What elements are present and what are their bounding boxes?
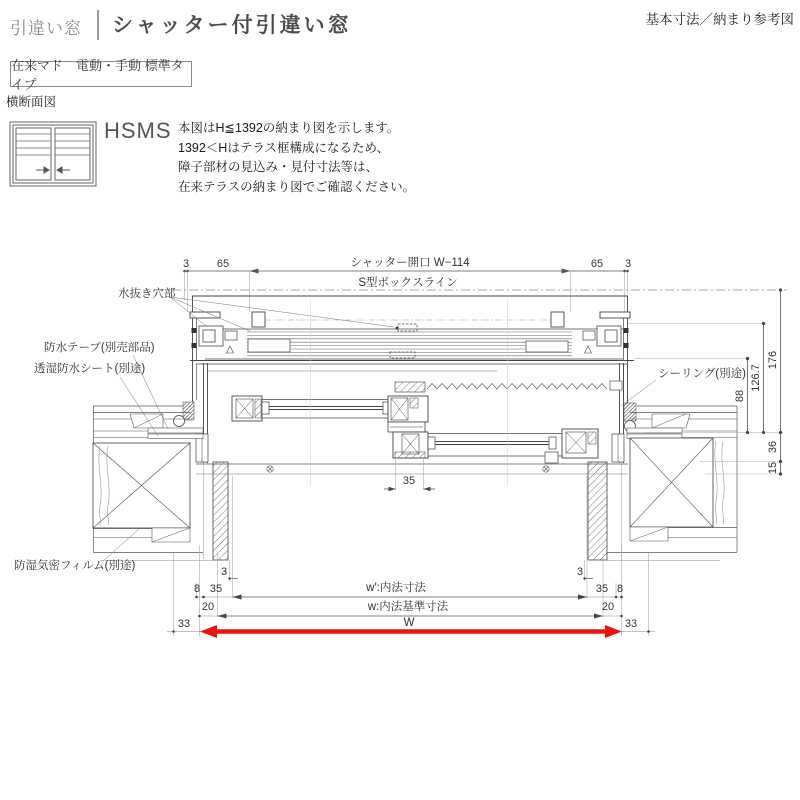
casing-left xyxy=(213,462,228,560)
corner-note: 基本寸法／納まり参考図 xyxy=(645,12,794,27)
dim-15: 15 xyxy=(767,461,779,475)
product-code: HSMS xyxy=(104,118,172,143)
note-line: 本図はH≦1392の納まり図を示します。 xyxy=(178,121,400,135)
sealing-left xyxy=(183,402,194,420)
note-line: 障子部材の見込み・見付寸法等は、 xyxy=(178,160,379,174)
window-category: 引違い窓 xyxy=(10,19,82,38)
note-line: 1392＜Hはテラス框構成になるため、 xyxy=(178,140,389,155)
dim-bottom-right-35: 35 xyxy=(595,583,609,595)
dim-bottom-left-33: 33 xyxy=(177,618,191,630)
shutter-opening-label: シャッター開口 W−114 xyxy=(350,257,470,269)
waterproof-tape-label: 防水テープ(別売部品) xyxy=(44,342,155,354)
outer-sash xyxy=(232,396,428,432)
box-line-label: S型ボックスライン xyxy=(358,277,458,289)
dim-center-35: 35 xyxy=(402,475,416,487)
dim-top-left-65: 65 xyxy=(216,258,230,270)
w-base-label: w:内法基準寸法 xyxy=(367,601,449,613)
backer-rod-left xyxy=(174,416,185,427)
screw-mark xyxy=(267,466,549,472)
section-label: 横断面図 xyxy=(6,95,57,109)
dim-top-right-65: 65 xyxy=(590,258,604,270)
sill-lines xyxy=(196,464,628,474)
inner-sash xyxy=(393,429,598,463)
dim-bottom-left-3: 3 xyxy=(220,566,228,578)
moisture-film-label: 防湿気密フィルム(別途) xyxy=(14,560,136,572)
insect-screen xyxy=(395,381,622,392)
drain-hole-label: 水抜き穴部 xyxy=(118,288,176,300)
dim-bottom-right-8: 8 xyxy=(616,583,624,595)
casing-right xyxy=(588,462,607,560)
dim-bottom-right-3: 3 xyxy=(576,566,584,578)
dim-88: 88 xyxy=(734,389,746,403)
w-total-label: W xyxy=(403,617,415,629)
dim-bottom-left-8: 8 xyxy=(193,583,201,595)
film-leader xyxy=(103,528,140,561)
wall-left xyxy=(93,406,213,561)
type-box: 在来マド 電動・手動 標準タイプ xyxy=(10,61,192,87)
dim-36: 36 xyxy=(767,440,779,454)
shutter-box xyxy=(190,296,634,364)
dim-top-left-3: 3 xyxy=(182,258,190,270)
bottom-dimensions xyxy=(167,476,655,638)
dim-top-right-3: 3 xyxy=(624,258,632,270)
dim-bottom-right-20: 20 xyxy=(601,601,615,613)
w-inner-label: w′:内法寸法 xyxy=(366,582,426,594)
dim-176: 176 xyxy=(767,350,779,370)
shutter-slats xyxy=(247,332,572,356)
page-title: シャッター付引違い窓 xyxy=(112,14,352,37)
dim-bottom-left-35: 35 xyxy=(209,583,223,595)
dim-bottom-left-20: 20 xyxy=(201,601,215,613)
sealing-right xyxy=(624,403,636,421)
dim-bottom-right-33: 33 xyxy=(624,618,638,630)
sealing-label: シーリング(別途) xyxy=(658,368,746,380)
breathable-sheet-label: 透湿防水シート(別途) xyxy=(34,363,146,375)
note-line: 在来テラスの納まり図でご確認ください。 xyxy=(178,179,416,194)
sealing-leader xyxy=(621,380,656,406)
dim-126-7: 126.7 xyxy=(750,364,762,392)
